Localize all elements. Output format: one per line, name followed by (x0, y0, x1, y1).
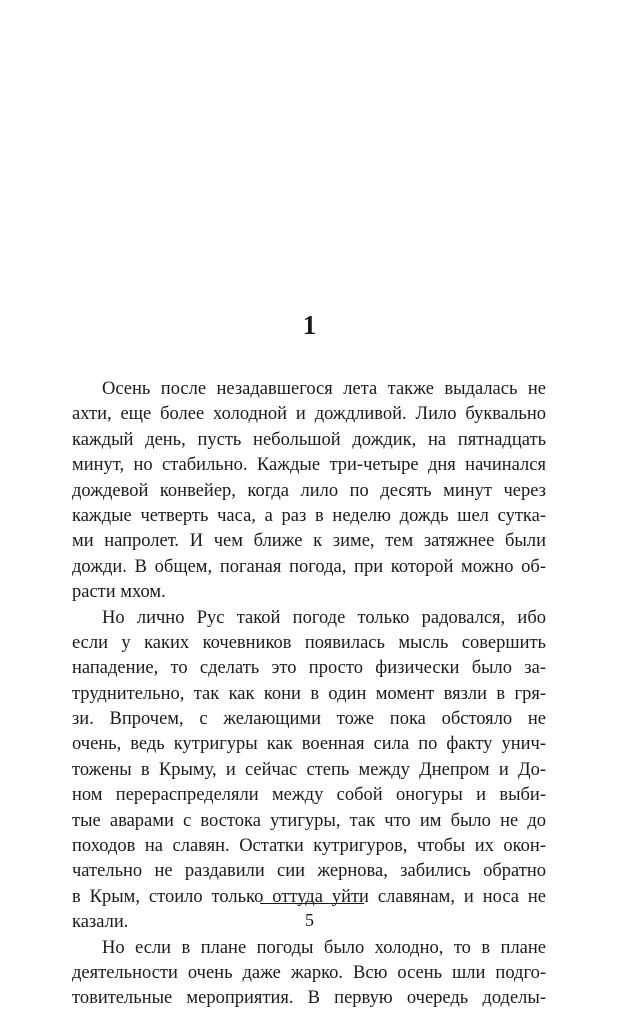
text-line: каждый день, пусть небольшой дождик, на пятнадцать (72, 429, 546, 450)
text-line: дождевой конвейер, когда лило по десять минут через (72, 480, 546, 501)
text-line: каждые четверть часа, а раз в неделю дождь шел сутка- (72, 505, 546, 526)
footer-rule (260, 903, 364, 904)
text-line: чательно не раздавили сии жернова, забились обратно (72, 861, 546, 882)
text-line: Но лично Рус такой погоде только радовался, ибо (102, 607, 546, 628)
text-line: Осень после незадавшегося лета также выдалась не (102, 379, 546, 399)
text-line: ахти, еще более холодной и дождливой. Лило буквально (72, 404, 546, 425)
paragraph (72, 936, 546, 1012)
text-line: товительные мероприятия. В первую очередь доделы- (72, 988, 546, 1009)
text-line: дожди. В общем, поганая погода, при которой можно об- (72, 556, 546, 577)
text-line: деятельности очень даже жарко. Всю осень шли подго- (72, 962, 546, 983)
text-line: очень, ведь кутригуры как военная сила по факту унич- (72, 734, 546, 755)
paragraph (72, 606, 546, 936)
text-line: зи. Впрочем, с желающими тоже пока обстояло не (72, 709, 546, 730)
text-line: тые аварами с востока утигуры, так что им было не до (72, 810, 546, 831)
text-line: тожены в Крыму, и сейчас степь между Днепром и До- (72, 759, 546, 780)
page-number: 5 (305, 910, 314, 930)
text-line: расти мхом. (72, 582, 166, 603)
text-line: в Крым, стоило только оттуда уйти славянам, и носа не (72, 886, 546, 907)
text-line: нападение, то сделать это просто физически было за- (72, 658, 546, 679)
text-line: ми напролет. И чем ближе к зиме, тем затяжнее были (72, 531, 546, 552)
chapter-number: 1 (302, 310, 317, 340)
text-line: Но если в плане погоды было холодно, то в плане (102, 937, 546, 958)
text-line: походов на славян. Остатки кутригуров, чтобы их окон- (72, 836, 546, 857)
text-line: труднительно, так как кони в один момент вязли в гря- (72, 683, 546, 704)
text-line: ном перераспределяли между собой оногуры и выби- (72, 785, 546, 806)
text-line: казали. (72, 912, 129, 933)
paragraph (72, 377, 546, 606)
text-line: минут, но стабильно. Каждые три-четыре дня начинался (72, 455, 546, 476)
text-line: если у каких кочевников появилась мысль совершить (72, 632, 546, 653)
